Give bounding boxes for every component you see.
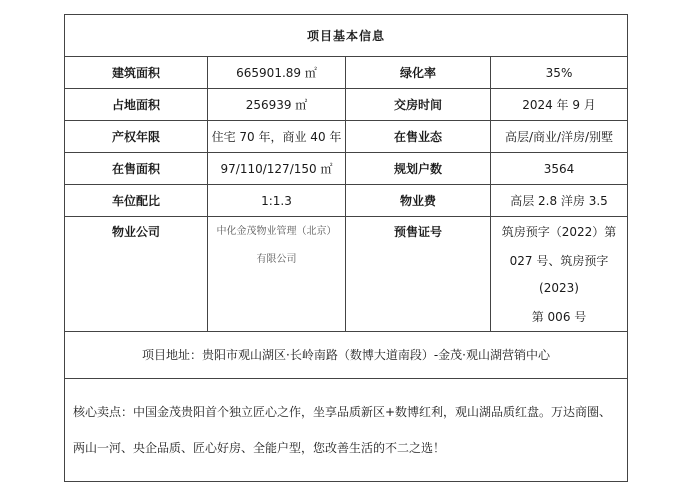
label-planned-households: 规划户数 [346,153,491,185]
value-greening-rate: 35% [491,57,628,89]
table-row [65,217,628,332]
value-land-area: 256939 ㎡ [208,89,346,121]
label-property-term: 产权年限 [65,121,208,153]
label-greening-rate: 绿化率 [346,57,491,89]
project-info-table [64,14,628,482]
presale-line-1: 筑房预字（2022）第 [501,225,617,239]
label-sale-area: 在售面积 [65,153,208,185]
value-sale-types: 高层/商业/洋房/别墅 [491,121,628,153]
table-row [65,121,628,153]
value-building-area: 665901.89 ㎡ [208,57,346,89]
table-row [65,89,628,121]
label-parking-ratio: 车位配比 [65,185,208,217]
label-building-area: 建筑面积 [65,57,208,89]
value-planned-households: 3564 [491,153,628,185]
label-land-area: 占地面积 [65,89,208,121]
project-address: 项目地址：贵阳市观山湖区·长岭南路（数博大道南段）-金茂·观山湖营销中心 [65,332,628,379]
value-delivery-time: 2024 年 9 月 [491,89,628,121]
table-row [65,57,628,89]
value-property-term: 住宅 70 年，商业 40 年 [208,121,346,153]
presale-line-2: 027 号、筑房预字(2023) [509,254,609,295]
company-line-2: 有限公司 [256,254,297,265]
presale-line-3: 第 006 号 [531,310,587,324]
value-presale-license [491,217,628,332]
company-line-1: 中化金茂物业管理（北京） [216,226,337,237]
value-property-company [208,217,346,332]
table-row [65,153,628,185]
table-title: 项目基本信息 [65,15,628,57]
label-delivery-time: 交房时间 [346,89,491,121]
label-sale-types: 在售业态 [346,121,491,153]
value-property-fee: 高层 2.8 洋房 3.5 [491,185,628,217]
label-property-company: 物业公司 [65,217,208,332]
label-presale-license: 预售证号 [346,217,491,332]
value-parking-ratio: 1:1.3 [208,185,346,217]
value-sale-area: 97/110/127/150 ㎡ [208,153,346,185]
table-row [65,185,628,217]
core-selling-points: 核心卖点：中国金茂贵阳首个独立匠心之作，坐享品质新区+数博红利，观山湖品质红盘。万达商圈、两山一河、央企品质、匠心好房、全能户型，您改善生活的不二之选！ [65,379,628,482]
label-property-fee: 物业费 [346,185,491,217]
